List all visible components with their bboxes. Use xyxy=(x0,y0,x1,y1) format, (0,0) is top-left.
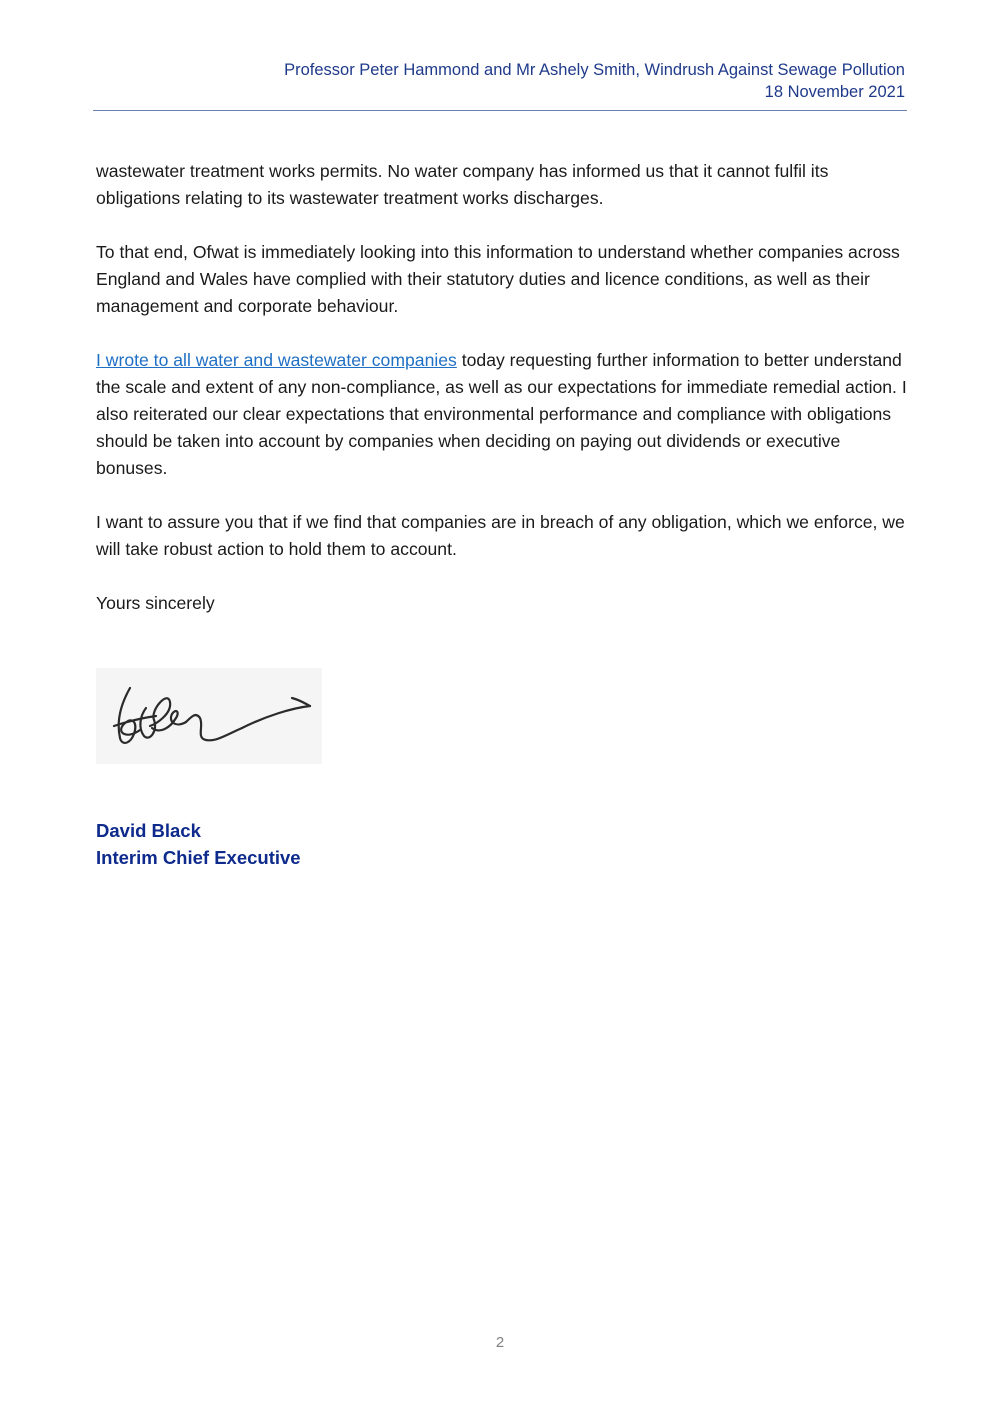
handwritten-signature xyxy=(96,668,322,764)
header-divider xyxy=(93,110,907,111)
paragraph-3 xyxy=(96,347,908,482)
signer-block xyxy=(96,817,301,871)
letter-to-companies-link[interactable]: I wrote to all water and wastewater companies xyxy=(96,350,457,370)
header-date: 18 November 2021 xyxy=(764,83,905,101)
signer-title: Interim Chief Executive xyxy=(96,847,301,868)
paragraph-3-text: today requesting further information to better understand the scale and extent of any non-compliance, as well as our expectations for immediate remedial action. I also reiterated our clear expectations that environmental performance and compliance with obligations should be taken into account by companies when deciding on paying out dividends or executive bonuses. xyxy=(96,350,907,478)
letter-header xyxy=(284,59,905,103)
paragraph-2: To that end, Ofwat is immediately looking into this information to understand whether companies across England and Wales have complied with their statutory duties and licence conditions, as well as their management and corporate behaviour. xyxy=(96,242,900,316)
closing: Yours sincerely xyxy=(96,593,215,613)
letter-body xyxy=(96,158,908,644)
signer-name: David Black xyxy=(96,820,201,841)
paragraph-4: I want to assure you that if we find that companies are in breach of any obligation, which we enforce, we will take robust action to hold them to account. xyxy=(96,512,905,559)
page-number: 2 xyxy=(495,1334,505,1351)
header-recipients: Professor Peter Hammond and Mr Ashely Smith, Windrush Against Sewage Pollution xyxy=(284,61,905,79)
paragraph-1: wastewater treatment works permits. No water company has informed us that it cannot fulfil its obligations relating to its wastewater treatment works discharges. xyxy=(96,161,829,208)
